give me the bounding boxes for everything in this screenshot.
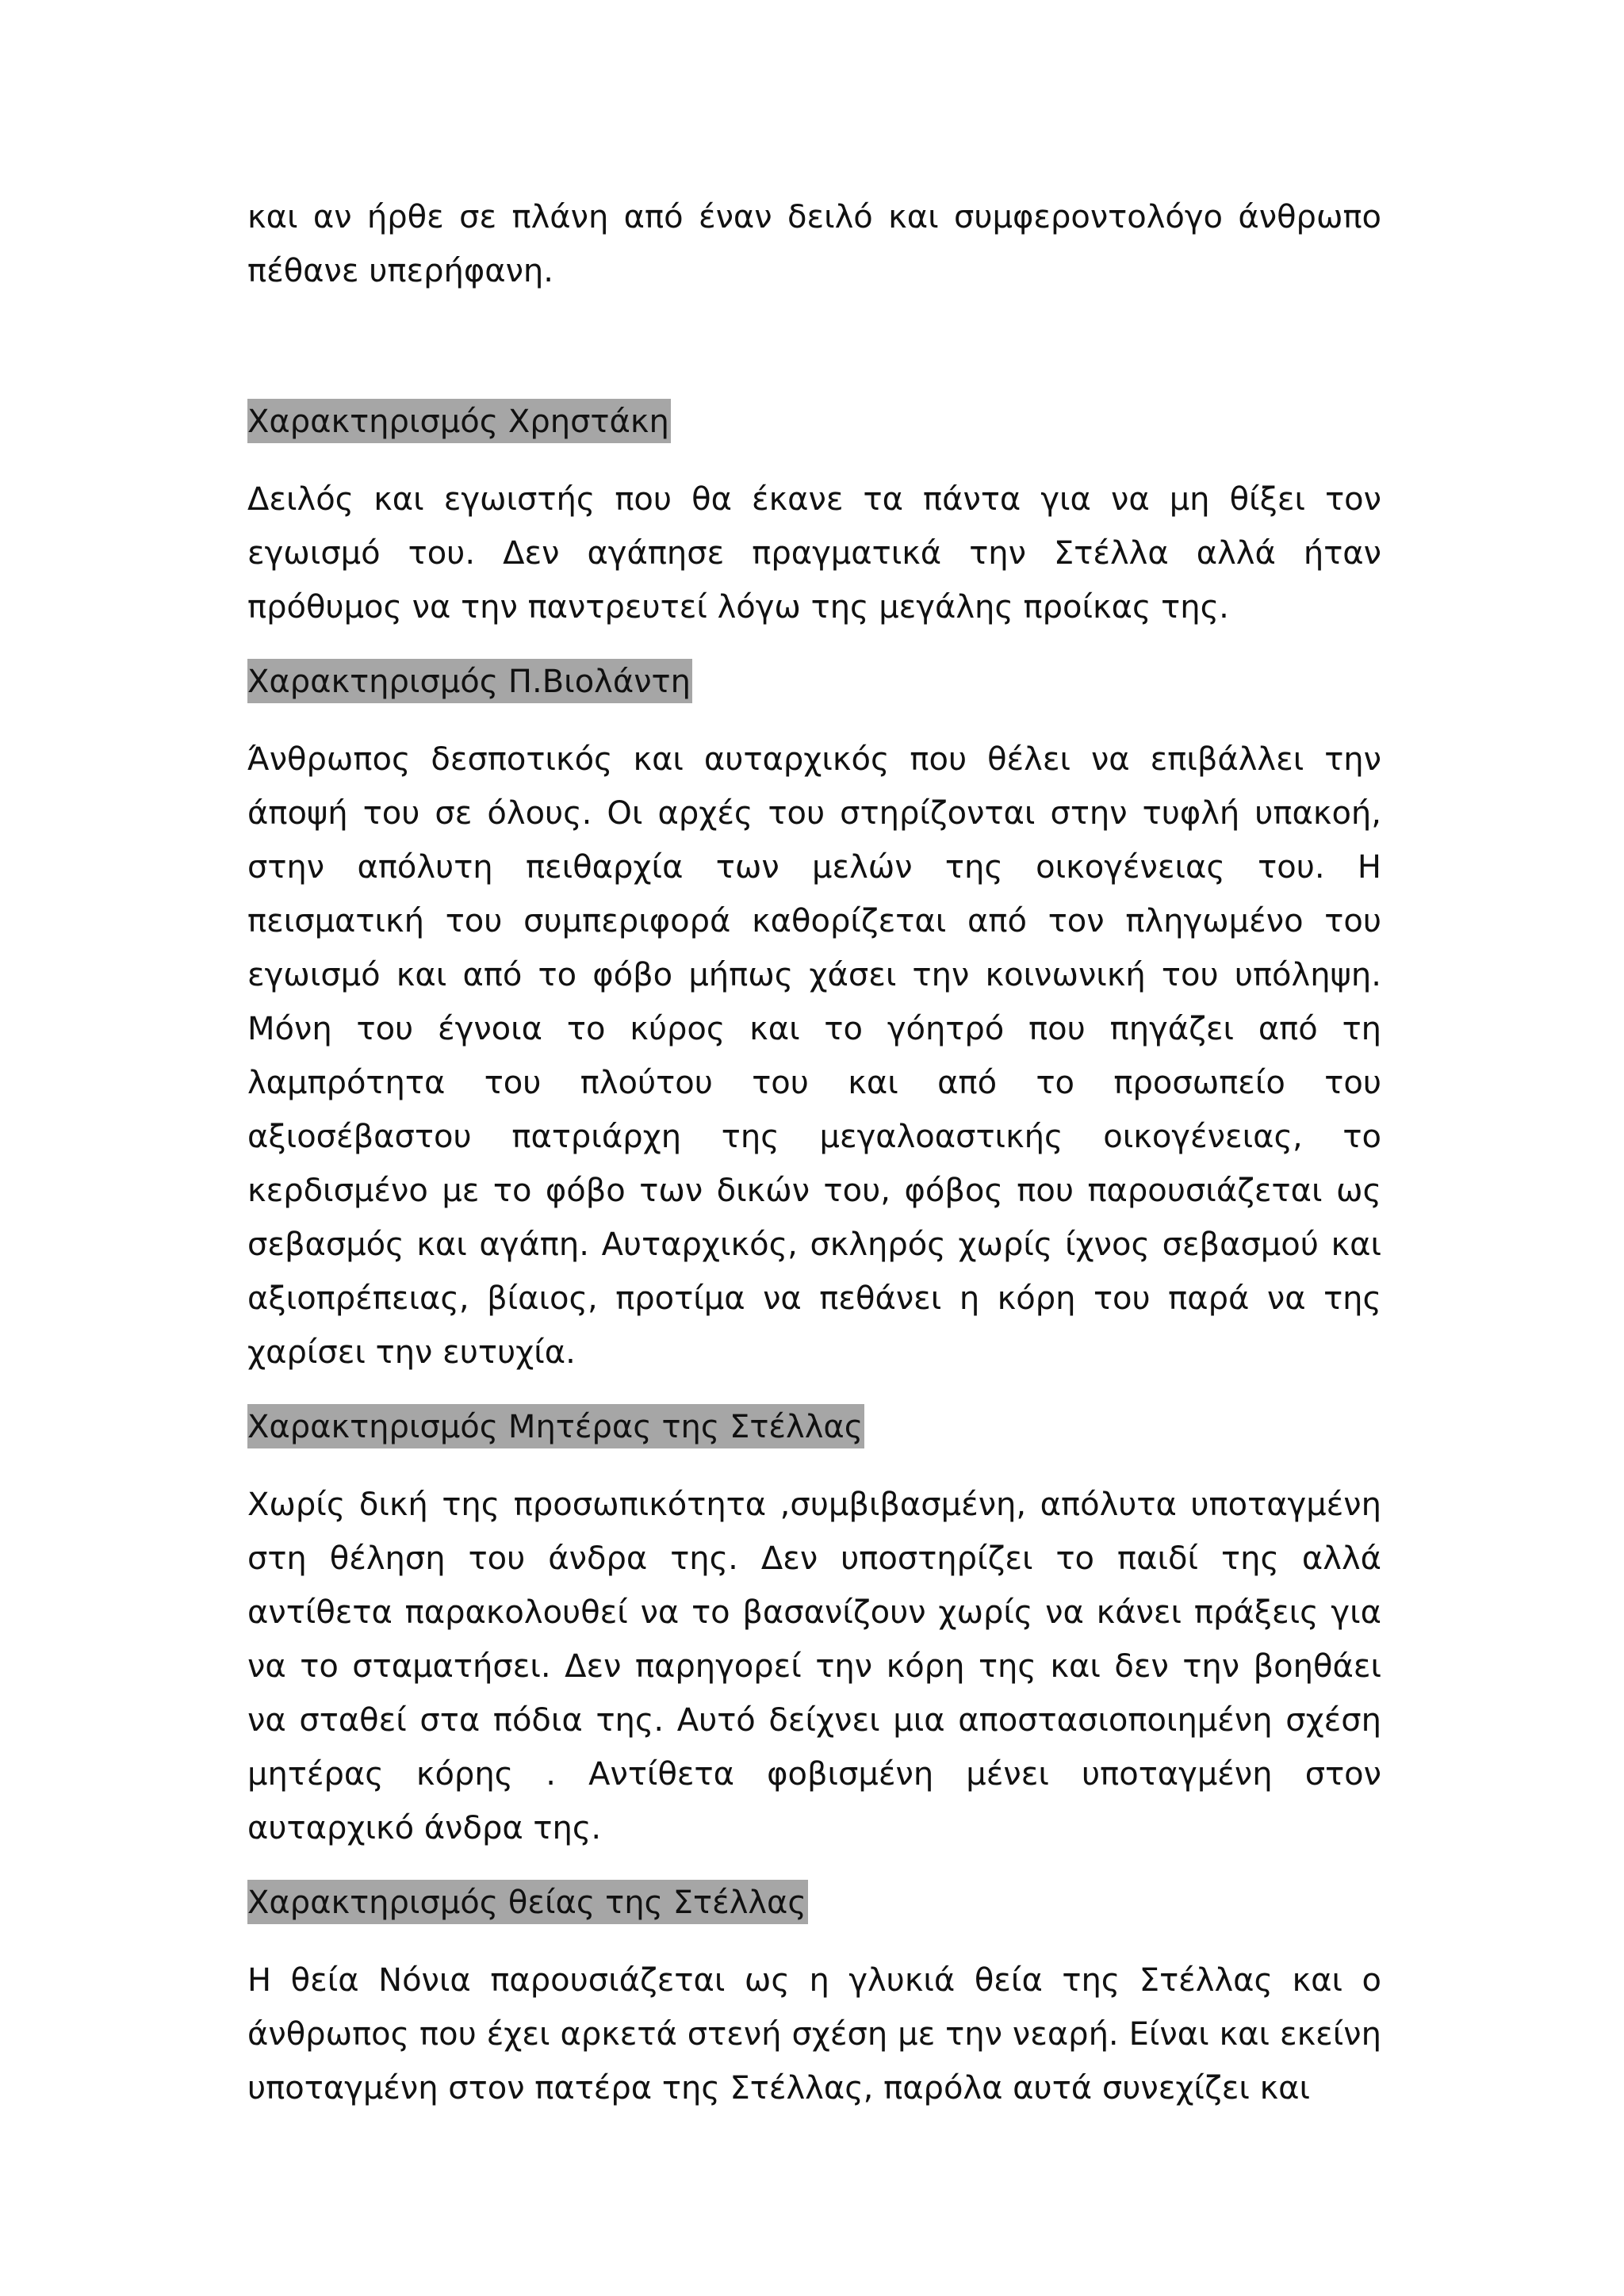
section-heading-wrap (247, 655, 1381, 709)
section-text-aunt: Η θεία Νόνια παρουσιάζεται ως η γλυκιά θεία της Στέλλας και ο άνθρωπος που έχει αρκετά στενή σχέση με την νεαρή. Είναι και εκείνη υποταγμένη στον πατέρα της Στέλλας, παρόλα αυτά συνεχίζει και (247, 1962, 1381, 2107)
section-heading-wrap (247, 395, 1381, 449)
section-heading-aunt: Χαρακτηρισμός θείας της Στέλλας (247, 1880, 808, 1924)
intro-paragraph: και αν ήρθε σε πλάνη από έναν δειλό και συμφεροντολόγο άνθρωπο πέθανε υπερήφανη. (247, 199, 1381, 289)
section-heading-christakis: Χαρακτηρισμός Χρηστάκη (247, 399, 671, 443)
section-text-violantis: Άνθρωπος δεσποτικός και αυταρχικός που θέλει να επιβάλλει την άποψή του σε όλους. Οι αρχές του στηρίζονται στην τυφλή υπακοή, στην απόλυτη πειθαρχία των μελών της οικογένειας του. Η πεισματική του συμπεριφορά καθορίζεται από τον πληγωμένο του εγωισμό και από το φόβο μήπως χάσει την κοινωνική του υπόληψη. Μόνη του έγνοια το κύρος και το γόητρό που πηγάζει από τη λαμπρότητα του πλούτου του και από το προσωπείο του αξιοσέβαστου πατριάρχη της μεγαλοαστικής οικογένειας, το κερδισμένο με το φόβο των δικών του, φόβος που παρουσιάζεται ως σεβασμός και αγάπη. Αυταρχικός, σκληρός χωρίς ίχνος σεβασμού και αξιοπρέπειας, βίαιος, προτίμα να πεθάνει η κόρη του παρά να της χαρίσει την ευτυχία. (247, 741, 1381, 1371)
section-heading-wrap (247, 1400, 1381, 1454)
document-page (247, 190, 1381, 2115)
section-text-mother: Χωρίς δική της προσωπικότητα ,συμβιβασμένη, απόλυτα υποταγμένη στη θέληση του άνδρα της. Δεν υποστηρίζει το παιδί της αλλά αντίθετα παρακολουθεί να το βασανίζουν χωρίς να κάνει πράξεις για να το σταματήσει. Δεν παρηγορεί την κόρη της και δεν την βοηθάει να σταθεί στα πόδια της. Αυτό δείχνει μια αποστασιοποιημένη σχέση μητέρας κόρης . Αντίθετα φοβισμένη μένει υποταγμένη στον αυταρχικό άνδρα της. (247, 1487, 1381, 1846)
section-text-christakis: Δειλός και εγωιστής που θα έκανε τα πάντα για να μη θίξει τον εγωισμό του. Δεν αγάπησε πραγματικά την Στέλλα αλλά ήταν πρόθυμος να την παντρευτεί λόγω της μεγάλης προίκας της. (247, 481, 1381, 626)
section-heading-mother: Χαρακτηρισμός Μητέρας της Στέλλας (247, 1404, 864, 1448)
section-heading-wrap (247, 1876, 1381, 1930)
section-heading-violantis: Χαρακτηρισμός Π.Βιολάντη (247, 659, 692, 703)
